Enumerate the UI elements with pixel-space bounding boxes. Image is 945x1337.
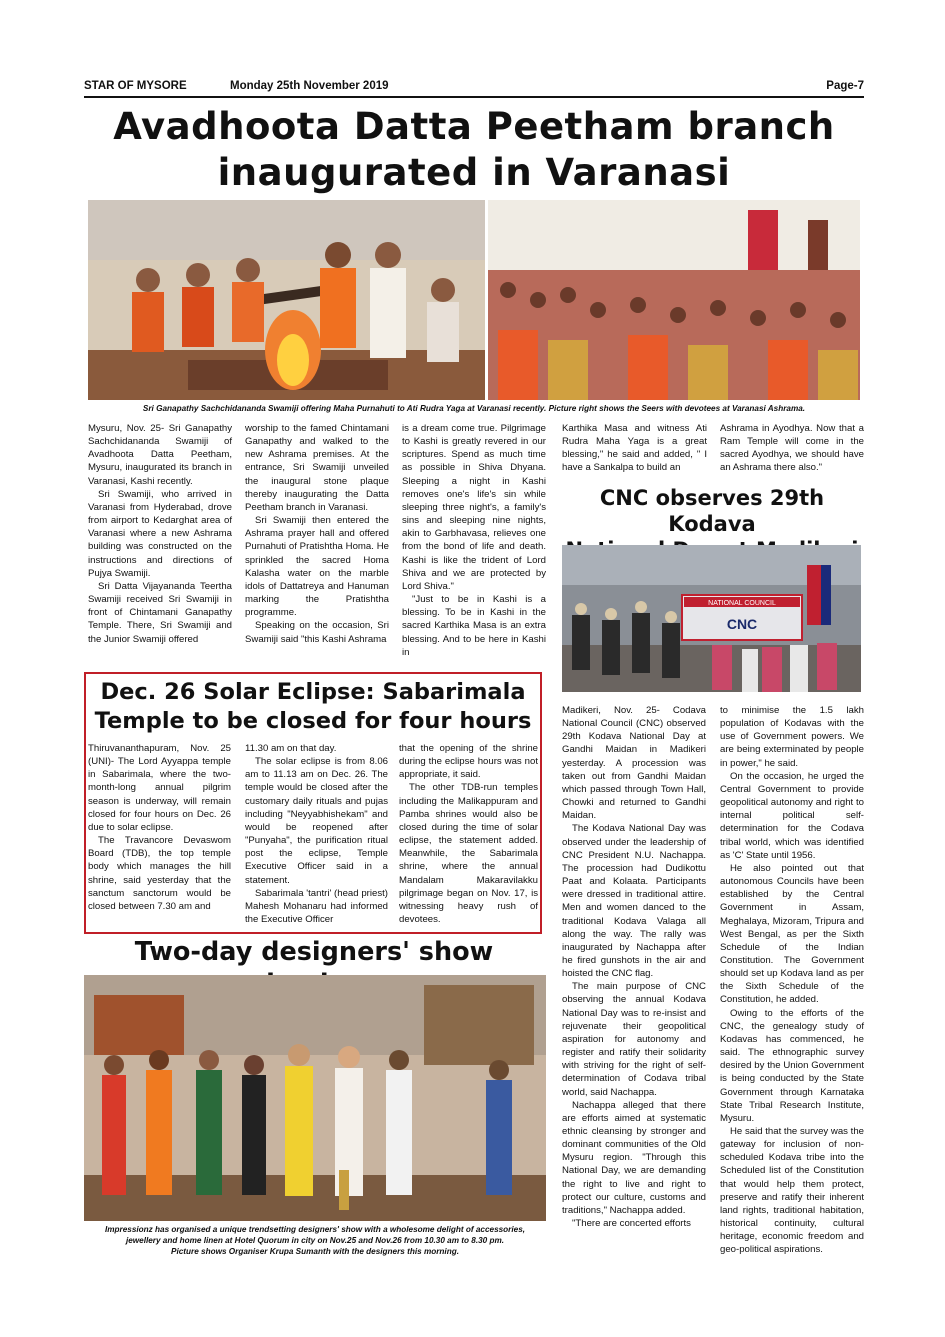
story3-column-1 [88, 742, 231, 913]
masthead [84, 80, 864, 98]
story3-paragraph: that the opening of the shrine during the eclipse hours was not appropriate, it said. [399, 743, 538, 781]
story1-caption: Sri Ganapathy Sachchidananda Swamiji offering Maha Purnahuti to Ati Rudra Yaga at Varanasi recently. Picture right shows the Seers with devotees at Varanasi Ashrama. [142, 404, 806, 413]
story2-paragraph: Owing to the efforts of the CNC, the genealogy study of Kodavas has commenced, he said. The ethnographic survey desired by the Union Government is being conducted by the State Government through Karnataka State Tribal Research Institute, Mysuru. [720, 1007, 864, 1124]
story4-caption-line3: Picture shows Organiser Krupa Sumanth with the designers this morning. [171, 1247, 459, 1256]
story1-column-2 [245, 422, 389, 646]
story1-headline [84, 104, 864, 196]
story1-headline-line2: inaugurated in Varanasi [217, 151, 731, 194]
story2-column-1 [562, 704, 706, 1230]
story1-paragraph: Sri Swamiji then entered the Ashrama prayer hall and offered Purnahuti of Pratishtha Homa. He sprinkled the sacred Homa Kalasha water on the marble idols of Dattatreya and Hanuman marking the Pratishtha programme. [245, 515, 389, 619]
story2-paragraph: He said that the survey was the gateway for inclusion of non-scheduled Kodava tribe into the Scheduled list of the Constitution that would help them protect, preserve and ratify their inherent land rights, traditional habitation, historical continuity, cultural heritage, economic freedom and geo-political aspirations. [720, 1126, 864, 1256]
story3-paragraph: 11.30 am on that day. [245, 743, 337, 754]
story1-column-3 [402, 422, 546, 659]
story1-column-5 [720, 422, 864, 475]
story3-headline [86, 678, 540, 736]
story4-caption-line1: Impressionz has organised a unique trendsetting designers' show with a wholesome delight of accessories, [104, 1225, 526, 1234]
story2-paragraph: "There are concerted efforts [572, 1218, 691, 1230]
story3-paragraph: Thiruvananthapuram, Nov. 25 (UNI)- The Lord Ayyappa temple in Sabarimala, where the two-month-long annual pilgrim season is underway, will remain closed for four hours on Dec. 26 due to solar eclipse. [88, 743, 231, 833]
story1-paragraph: is a dream come true. Pilgrimage to Kashi is greatly revered in our scriptures. Spend as much time as possible in Shiva Dhyana. Sleeping a night in Kashi removes one's life's sin while sleeping three night's, a family's sins and sleeping nine nights, akin to Garbhavasa, relieves one from the bond of life and death. Kashi is like the trident of Lord Shiva and we are protected by Lord Shiva." [402, 423, 546, 592]
story4-caption-line2: jewellery and home linen at Hotel Quorum in city on Nov.25 and Nov.26 from 10.30 am to 8.30 pm. [125, 1236, 505, 1245]
story3-column-2 [245, 742, 388, 926]
story1-paragraph: Sri Swamiji, who arrived in Varanasi from Hyderabad, drove from airport to Kedarghat area of Varanasi where a new Ashrama building was constructed on the instructions and directions of Pujya Swamiji. [88, 488, 232, 579]
story3-paragraph: The other TDB-run temples including the Malikappuram and Pamba shrines would also be closed during the time of solar eclipse, the statement added. Meanwhile, the Sabarimala shrine, where the annual Mandalam Makaravilakku pilgrimage began on Nov. 17, is witnessing heavy rush of devotees. [399, 782, 538, 926]
issue-date: Monday 25th November 2019 [230, 80, 389, 92]
story3-paragraph: The solar eclipse is from 8.06 am to 11.13 am on Dec. 26. The temple would be closed after the customary daily rituals and pujas including "Neyyabhishekam" and would be reopened after "Punyaha", the purification ritual post the eclipse, Temple Executive Officer said in a statement. [245, 756, 388, 886]
story3-headline-line1: Dec. 26 Solar Eclipse: Sabarimala [100, 679, 526, 705]
story2-paragraph: The main purpose of CNC observing the annual Kodava National Day was to re-insist and rejuvenate their geopolitical aspiration for autonomy and register and ratify their solidarity with striving for the right of self-determination of Codava tribal world, said Nachappa. [562, 981, 706, 1098]
story1-paragraph: Ashrama in Ayodhya. Now that a Ram Temple will come in the sacred Ayodhya, we should have an Ashrama there also." [720, 423, 864, 474]
story3-column-3 [399, 742, 538, 926]
story4-photo [84, 975, 546, 1221]
story1-paragraph: "Just to be in Kashi is a blessing. To be in Kashi in the sacred Karthika Masa is an extra blessing. And to be here in Kashi in [402, 594, 546, 658]
story4-headline: Two-day designers' show [134, 937, 494, 967]
story2-paragraph: The Kodava National Day was observed under the leadership of CNC President N.U. Nachappa. The procession had Dudikottu Paat and Kolaata. Participants were dressed in traditional attire. Men and women danced to the traditional Kodava Valaga all along the way. The rally was inaugurated by Nachappa after he fired gunshots in the air and hoisted the CNC flag. [562, 823, 706, 980]
story1-paragraph: Mysuru, Nov. 25- Sri Ganapathy Sachchidananda Swamiji of Avadhoota Datta Peetham, Mysuru, inaugurated its branch in Varanasi, Kashi recently. [88, 423, 232, 487]
story1-column-1 [88, 422, 232, 646]
story1-photo-right [488, 200, 860, 400]
story1-headline-line1: Avadhoota Datta Peetham branch [113, 105, 835, 148]
story2-column-2 [720, 704, 864, 1257]
story1-paragraph: Karthika Masa and witness Ati Rudra Maha Yaga is a great blessing," he said and added, " I have a Sankalpa to build an [562, 423, 707, 474]
story2-paragraph: Madikeri, Nov. 25- Codava National Council (CNC) observed 29th Kodava National Day at Gandhi Maidan in Madikeri yesterday. A procession was taken out from Gandhi Maidan which passed through Town Hall, Chowki and returned to Gandhi Maidan. [562, 705, 706, 822]
story4-caption [84, 1224, 546, 1257]
story3-headline-line2: Temple to be closed for four hours [94, 708, 532, 734]
story2-photo [562, 545, 861, 692]
story1-column-4 [562, 422, 707, 475]
story2-paragraph: to minimise the 1.5 lakh population of Kodavas with the use of Government powers. We are being exterminated by people in power," he said. [720, 705, 864, 769]
paper-name: STAR OF MYSORE [84, 80, 187, 92]
story1-photo-left [88, 200, 485, 400]
story2-paragraph: On the occasion, he urged the Central Government to provide geopolitical autonomy and right to internal political self-determination for the Codava tribal world, which was identified as 'C' State until 1956. [720, 770, 864, 861]
story1-paragraph: worship to the famed Chintamani Ganapathy and walked to the new Ashrama premises. At the entrance, Sri Swamiji unveiled the inaugural stone plaque thereby inaugurating the Datta Peetham branch in Varanasi. [245, 423, 389, 513]
story3-paragraph: The Travancore Devaswom Board (TDB), the top temple body which manages the hill shrine, said yesterday that the sanctum sanctorum would be closed between 7.30 am and [88, 835, 231, 912]
story2-paragraph: Nachappa alleged that there are efforts aimed at systematic ethnic cleansing by stronger and dominant communities of the Old Mysuru region. "Through this National Day, we are demanding the right to live and right to protect our culture, customs and traditions," Nachappa added. [562, 1099, 706, 1216]
story3-paragraph: Sabarimala 'tantri' (head priest) Mahesh Mohanaru had informed the Executive Officer [245, 887, 388, 926]
story2-paragraph: He also pointed out that autonomous Councils have been established by the Central Government in Assam, Meghalaya, Mizoram, Tripura and West Bengal, as per the Sixth Schedule of the Indian Constitution. The Government should set up Kodava land as per the Sixth Schedule of the Constitution, he added. [720, 862, 864, 1006]
story2-banner-text: NATIONAL COUNCIL [708, 600, 776, 607]
story1-paragraph: Speaking on the occasion, Sri Swamiji said "this Kashi Ashrama [245, 620, 389, 645]
page-number: Page-7 [826, 80, 864, 92]
story2-banner-logo: CNC [726, 616, 758, 632]
story1-paragraph: Sri Datta Vijayananda Teertha Swamiji received Sri Swamiji in front of Chintamani Ganapathy Temple. There, Sri Swamiji and the Junior Swamiji offered [88, 580, 232, 645]
story2-headline-line1: CNC observes 29th Kodava [599, 486, 825, 536]
